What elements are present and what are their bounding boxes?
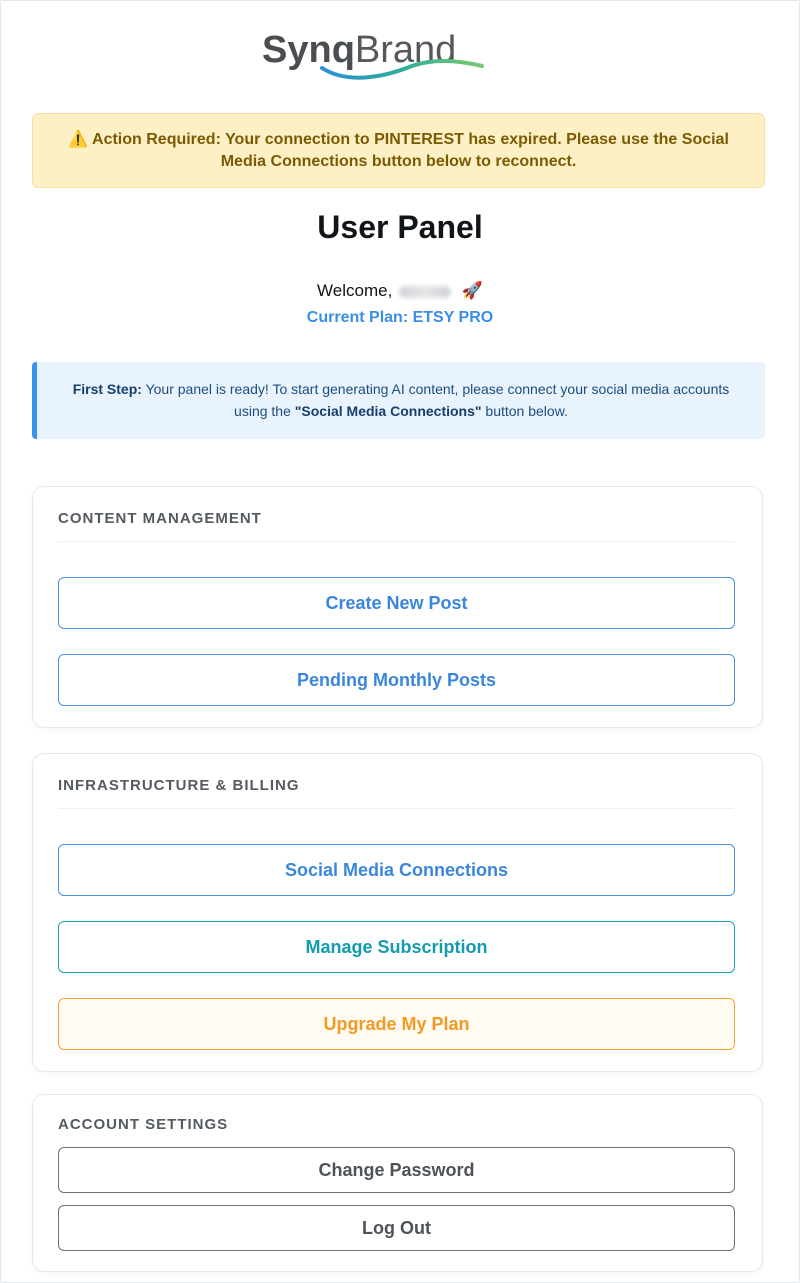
manage-subscription-button[interactable]: Manage Subscription <box>58 921 735 973</box>
blurred-username <box>399 286 451 298</box>
warning-icon: ⚠️ <box>68 131 89 148</box>
content-management-card <box>32 486 763 728</box>
account-settings-card <box>32 1094 763 1272</box>
content-management-title: CONTENT MANAGEMENT <box>58 510 262 527</box>
current-plan: Current Plan: ETSY PRO <box>306 309 494 326</box>
social-media-connections-button[interactable]: Social Media Connections <box>58 844 735 896</box>
first-step-text-b: button below. <box>481 403 568 419</box>
log-out-button[interactable]: Log Out <box>58 1205 735 1251</box>
section-divider <box>58 541 734 542</box>
first-step-label: First Step: <box>72 381 142 397</box>
brand-logo <box>262 26 502 86</box>
page-title: User Panel <box>317 209 483 245</box>
first-step-notice <box>32 362 765 439</box>
first-step-button-ref: "Social Media Connections" <box>294 403 482 419</box>
section-divider <box>58 808 734 809</box>
alert-text: Action Required: Your connection to PINTEREST has expired. Please use the Social Media Connections button below to reconnect. <box>92 131 729 170</box>
account-settings-title: ACCOUNT SETTINGS <box>58 1116 229 1133</box>
infrastructure-billing-card <box>32 753 763 1072</box>
create-new-post-button[interactable]: Create New Post <box>58 577 735 629</box>
infrastructure-billing-title: INFRASTRUCTURE & BILLING <box>58 777 300 794</box>
connection-expired-alert <box>32 113 765 188</box>
pending-monthly-posts-button[interactable]: Pending Monthly Posts <box>58 654 735 706</box>
logo-swoosh-icon <box>262 26 502 86</box>
logo-text-synq: Synq <box>262 29 355 71</box>
welcome-line <box>0 280 800 302</box>
change-password-button[interactable]: Change Password <box>58 1147 735 1193</box>
logo-text-brand: Brand <box>354 29 457 71</box>
first-step-text-a: Your panel is ready! To start generating AI content, please connect your social media accounts using the <box>141 381 730 419</box>
upgrade-plan-button[interactable]: Upgrade My Plan <box>58 998 735 1050</box>
welcome-label: Welcome, <box>317 281 393 300</box>
rocket-icon: 🚀 <box>461 281 483 300</box>
